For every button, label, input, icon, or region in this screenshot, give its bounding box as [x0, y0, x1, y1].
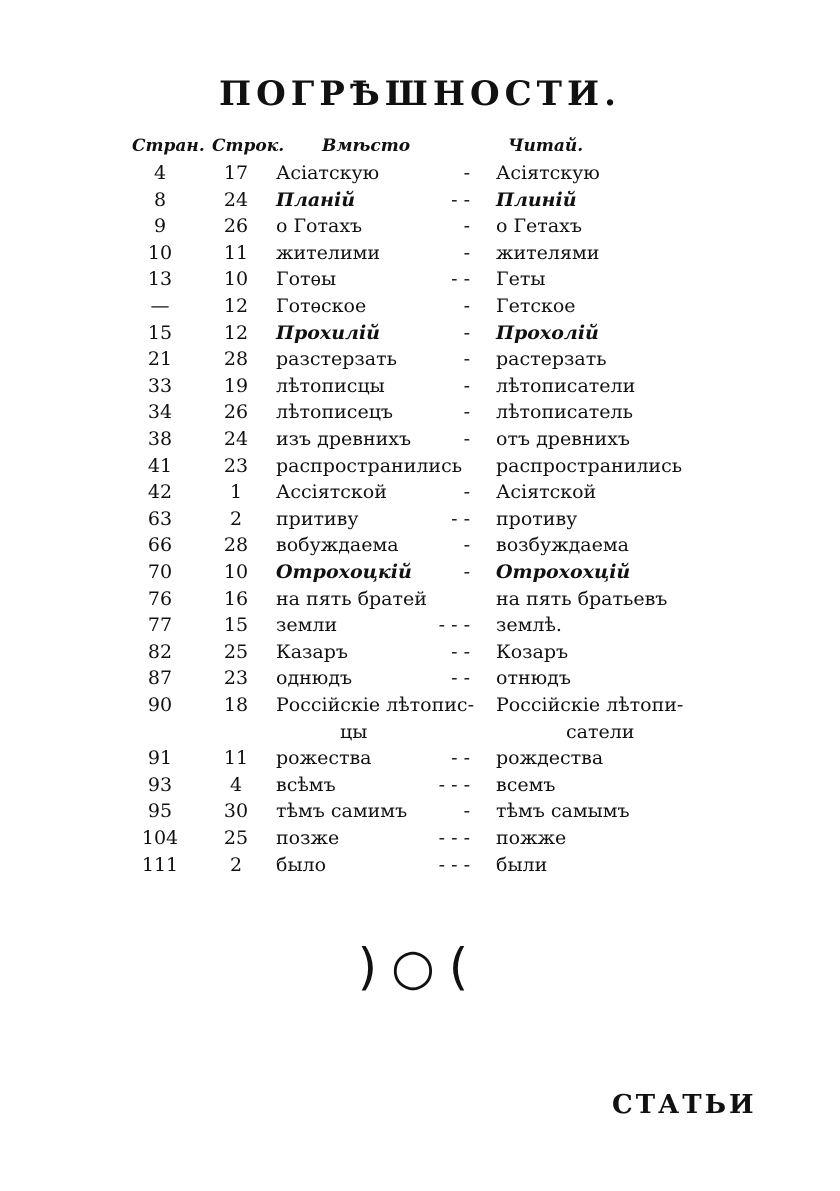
row-read-text: землѣ.: [496, 614, 562, 636]
row-line-number: 10: [223, 561, 249, 583]
row-line-number: 11: [223, 242, 249, 264]
row-page-number: 87: [147, 667, 173, 689]
row-read-text: Асіятской: [496, 481, 597, 503]
row-line-number: 25: [223, 641, 249, 663]
row-dash-leader: - - -: [438, 774, 470, 796]
row-dash-leader: - -: [451, 747, 470, 769]
row-line-number: 17: [223, 162, 249, 184]
row-dash-leader: - - -: [438, 854, 470, 876]
table-row: [0, 827, 840, 855]
row-read-text: были: [496, 854, 548, 876]
row-read-text: жителями: [496, 242, 600, 264]
row-instead-text: на пять братей: [276, 588, 427, 610]
row-dash-leader: - - -: [438, 827, 470, 849]
row-read-text: отъ древнихъ: [496, 428, 631, 450]
row-instead-text: было: [276, 854, 327, 876]
row-dash-leader: - -: [451, 667, 470, 689]
row-line-number: 23: [223, 667, 249, 689]
row-read-text: рождества: [496, 747, 604, 769]
row-read-text: противу: [496, 508, 578, 530]
row-read-text: отнюдъ: [496, 667, 571, 689]
row-instead-text: Ассіятской: [276, 481, 387, 503]
row-read-text: пожже: [496, 827, 567, 849]
row-page-number: 77: [147, 614, 173, 636]
row-page-number: 38: [147, 428, 173, 450]
row-instead-text: о Готахъ: [276, 215, 363, 237]
row-page-number: 13: [147, 268, 173, 290]
row-read-text: Прохолій: [496, 322, 599, 344]
header-instead: Вмѣсто: [322, 136, 411, 156]
row-instead-text: позже: [276, 827, 340, 849]
table-row: [0, 800, 840, 828]
row-line-number: 28: [223, 534, 249, 556]
row-page-number: 21: [147, 348, 173, 370]
row-page-number: 63: [147, 508, 173, 530]
row-instead-text: лѣтописецъ: [276, 401, 393, 423]
row-dash-leader: -: [463, 428, 470, 450]
row-dash-leader: -: [463, 481, 470, 503]
row-read-text: лѣтописатель: [496, 401, 633, 423]
table-row: [0, 667, 840, 695]
row-read-continuation: сатели: [566, 721, 635, 743]
table-row: [0, 189, 840, 217]
row-dash-leader: - -: [451, 189, 470, 211]
row-read-text: Плиній: [496, 189, 577, 211]
row-read-text: растерзать: [496, 348, 607, 370]
row-dash-leader: -: [463, 322, 470, 344]
table-row: [0, 268, 840, 296]
page-title: ПОГРѢШНОСТИ.: [219, 74, 621, 114]
row-instead-text: однюдъ: [276, 667, 353, 689]
row-instead-text: лѣтописцы: [276, 375, 385, 397]
row-line-number: 2: [229, 854, 243, 876]
row-read-text: Асіятскую: [496, 162, 600, 184]
row-page-number: 70: [147, 561, 173, 583]
row-dash-leader: -: [463, 375, 470, 397]
row-page-number: 66: [147, 534, 173, 556]
row-dash-leader: - -: [451, 268, 470, 290]
row-line-number: 16: [223, 588, 249, 610]
row-instead-text: изъ древнихъ: [276, 428, 412, 450]
row-dash-leader: -: [463, 561, 470, 583]
row-instead-text: всѣмъ: [276, 774, 336, 796]
row-instead-text: Готѳское: [276, 295, 367, 317]
row-page-number: 8: [153, 189, 167, 211]
table-row: [0, 322, 840, 350]
row-instead-text: вобуждаема: [276, 534, 399, 556]
row-page-number: 9: [153, 215, 167, 237]
row-page-number: 95: [147, 800, 173, 822]
row-line-number: 24: [223, 189, 249, 211]
row-page-number: 10: [147, 242, 173, 264]
row-instead-text: Отрохоцкій: [276, 561, 412, 583]
row-read-text: о Гетахъ: [496, 215, 582, 237]
row-line-number: 12: [223, 322, 249, 344]
row-line-number: 30: [223, 800, 249, 822]
row-instead-text: Асіатскую: [276, 162, 380, 184]
row-dash-leader: -: [463, 800, 470, 822]
table-row: [0, 215, 840, 243]
row-page-number: 111: [141, 854, 179, 876]
row-instead-text: тѣмъ самимъ: [276, 800, 408, 822]
row-dash-leader: - - -: [438, 614, 470, 636]
row-page-number: —: [150, 295, 170, 317]
header-line: Строк.: [212, 136, 285, 156]
table-row: [0, 747, 840, 775]
row-page-number: 90: [147, 694, 173, 716]
table-row: [0, 455, 840, 483]
row-page-number: 93: [147, 774, 173, 796]
row-read-text: Геты: [496, 268, 546, 290]
row-dash-leader: -: [463, 348, 470, 370]
row-instead-text: разстерзать: [276, 348, 397, 370]
table-row: [0, 588, 840, 616]
row-line-number: 18: [223, 694, 249, 716]
row-line-number: 4: [229, 774, 243, 796]
table-row: [0, 508, 840, 536]
table-row: [0, 694, 840, 722]
row-read-text: распространились: [496, 455, 683, 477]
row-dash-leader: -: [463, 215, 470, 237]
row-instead-text: притиву: [276, 508, 359, 530]
row-instead-text: Планій: [276, 189, 356, 211]
row-read-text: Россійскіе лѣтопи-: [496, 694, 684, 716]
row-instead-text: рожества: [276, 747, 372, 769]
row-dash-leader: - -: [451, 641, 470, 663]
row-instead-text: распространились: [276, 455, 463, 477]
row-page-number: 42: [147, 481, 173, 503]
row-page-number: 104: [141, 827, 179, 849]
row-line-number: 26: [223, 215, 249, 237]
ornament-separator: )○(: [357, 938, 483, 996]
row-line-number: 10: [223, 268, 249, 290]
row-instead-text: Прохилій: [276, 322, 380, 344]
row-read-text: Козаръ: [496, 641, 569, 663]
row-line-number: 24: [223, 428, 249, 450]
catchword: СТАТЬИ: [612, 1090, 757, 1120]
table-row: [0, 295, 840, 323]
table-row: [0, 162, 840, 190]
table-row: [0, 534, 840, 562]
header-page: Стран.: [132, 136, 205, 156]
row-read-text: возбуждаема: [496, 534, 629, 556]
row-dash-leader: -: [463, 162, 470, 184]
row-line-number: 15: [223, 614, 249, 636]
row-dash-leader: -: [463, 295, 470, 317]
row-dash-leader: -: [463, 534, 470, 556]
row-line-number: 1: [229, 481, 243, 503]
row-page-number: 82: [147, 641, 173, 663]
table-row: [0, 641, 840, 669]
row-page-number: 34: [147, 401, 173, 423]
row-line-number: 2: [229, 508, 243, 530]
row-dash-leader: - -: [451, 508, 470, 530]
row-read-text: Отрохохцій: [496, 561, 631, 583]
table-row: [0, 614, 840, 642]
row-dash-leader: -: [463, 401, 470, 423]
table-row: [0, 854, 840, 882]
table-row: [0, 375, 840, 403]
row-instead-text: Готѳы: [276, 268, 337, 290]
row-read-text: лѣтописатели: [496, 375, 636, 397]
row-read-text: Гетское: [496, 295, 576, 317]
row-instead-text: жителими: [276, 242, 381, 264]
table-row-continuation: [0, 721, 840, 749]
table-row: [0, 242, 840, 270]
table-row: [0, 428, 840, 456]
row-page-number: 41: [147, 455, 173, 477]
row-instead-continuation: цы: [340, 721, 368, 743]
table-row: [0, 348, 840, 376]
row-page-number: 91: [147, 747, 173, 769]
row-line-number: 12: [223, 295, 249, 317]
row-line-number: 23: [223, 455, 249, 477]
row-read-text: на пять братьевъ: [496, 588, 668, 610]
row-line-number: 28: [223, 348, 249, 370]
header-read: Читай.: [508, 136, 584, 156]
table-row: [0, 401, 840, 429]
row-dash-leader: -: [463, 242, 470, 264]
row-line-number: 25: [223, 827, 249, 849]
row-page-number: 33: [147, 375, 173, 397]
row-page-number: 4: [153, 162, 167, 184]
row-line-number: 26: [223, 401, 249, 423]
row-page-number: 76: [147, 588, 173, 610]
table-row: [0, 774, 840, 802]
row-instead-text: Казаръ: [276, 641, 348, 663]
row-line-number: 11: [223, 747, 249, 769]
row-line-number: 19: [223, 375, 249, 397]
table-row: [0, 561, 840, 589]
table-row: [0, 481, 840, 509]
row-read-text: всемъ: [496, 774, 556, 796]
row-page-number: 15: [147, 322, 173, 344]
row-read-text: тѣмъ самымъ: [496, 800, 630, 822]
row-instead-text: Россійскіе лѣтопис-: [276, 694, 474, 716]
row-instead-text: земли: [276, 614, 338, 636]
